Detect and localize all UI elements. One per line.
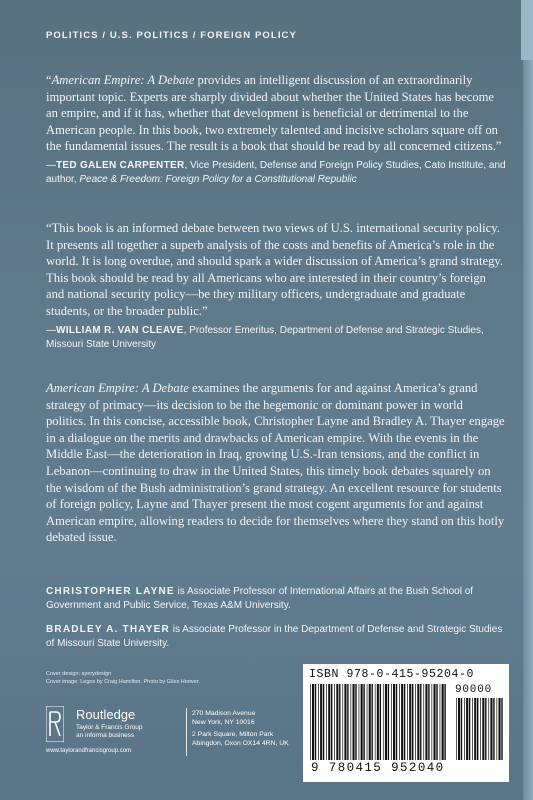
cover-design-credit: Cover design: ayerydesign	[46, 671, 112, 677]
isbn-barcode	[303, 664, 509, 782]
barcode-bar	[334, 684, 335, 760]
barcode-bar	[442, 684, 444, 760]
barcode-bar	[436, 684, 437, 760]
barcode-bar	[359, 684, 360, 760]
barcode-bar	[423, 684, 424, 760]
barcode-bar	[391, 684, 392, 760]
barcode-bar	[315, 684, 316, 760]
barcode-bar	[310, 684, 311, 760]
barcode-bar	[464, 698, 465, 760]
barcode-bar	[456, 698, 457, 760]
barcode-bar	[372, 684, 373, 760]
barcode-bar	[331, 684, 332, 760]
barcode-bar	[388, 684, 389, 760]
barcode-bar	[342, 684, 343, 760]
barcode-bar	[497, 698, 498, 760]
barcode-bar	[355, 684, 356, 760]
barcode-bar	[323, 684, 324, 760]
endorsement-2-author: WILLIAM R. VAN CLEAVE	[56, 324, 184, 336]
endorsement-1-quote: “American Empire: A Debate provides an intelligent discussion of an extraordinarily important topic. Experts are sharply divided about whether the United States has become an empire, and if it has, whether that development is beneficial or detrimental to the American people. In this book, two extremely talented and incisive scholars square off on the fundamental issues. The result is a book that should be read by all concerned citizens.”	[46, 73, 502, 154]
author-1-name: CHRISTOPHER LAYNE	[46, 586, 175, 597]
barcode-bar	[328, 684, 330, 760]
author-1-bio: is Associate Professor of International Affairs at the Bush School of Government and Public Service, Texas A&M University.	[46, 586, 474, 611]
barcode-bar	[493, 698, 494, 760]
barcode-bar	[480, 698, 481, 760]
publisher-block	[46, 700, 296, 760]
description-paragraph	[46, 380, 506, 546]
barcode-bar	[420, 684, 421, 760]
barcode-bar	[404, 684, 405, 760]
author-bio-2	[46, 623, 506, 651]
barcode-bar	[396, 684, 397, 760]
endorsement-2	[46, 220, 506, 352]
endorsement-1	[46, 72, 506, 187]
barcode-bar	[415, 684, 416, 760]
barcode-bar	[458, 698, 460, 760]
barcode-bar	[385, 684, 387, 760]
barcode-bar	[469, 698, 470, 760]
publisher-parent: an informa business	[76, 732, 135, 739]
barcode-bar	[339, 684, 340, 760]
cover-credits	[46, 670, 200, 686]
barcode-bar	[428, 684, 429, 760]
author-2-name: BRADLEY A. THAYER	[46, 624, 170, 635]
barcode-bar	[375, 684, 376, 760]
barcode-bar	[472, 698, 473, 760]
spine-edge	[523, 0, 533, 800]
barcode-bar	[432, 684, 433, 760]
barcode-bar	[490, 698, 492, 760]
endorsement-2-affiliation: , Professor Emeritus, Department of Defense and Strategic Studies, Missouri State University	[46, 324, 484, 350]
barcode-bar	[440, 684, 441, 760]
barcode-bar	[393, 684, 395, 760]
endorsement-1-author-book: Peace & Freedom: Foreign Policy for a Constitutional Republic	[79, 173, 357, 185]
barcode-bar	[461, 698, 462, 760]
barcode-bar	[499, 698, 501, 760]
barcode-bar	[488, 698, 489, 760]
barcode-bar	[312, 684, 314, 760]
book-description	[46, 380, 506, 546]
ean-digits: 9 780415 952040	[311, 761, 445, 775]
barcode-bar	[501, 698, 502, 760]
barcode-bar	[477, 698, 478, 760]
addon-barcode-bars	[455, 698, 505, 760]
barcode-bar	[407, 684, 408, 760]
publisher-website: www.taylorandfrancisgroup.com	[46, 748, 132, 754]
publisher-subtitle	[76, 724, 142, 740]
barcode-bar	[417, 684, 419, 760]
barcode-bar	[444, 684, 445, 760]
endorsement-1-book-title: American Empire: A Debate	[51, 73, 195, 87]
barcode-bar	[466, 698, 468, 760]
endorsement-1-author: TED GALEN CARPENTER	[56, 159, 185, 171]
barcode-bar	[326, 684, 327, 760]
publisher-divider	[186, 708, 187, 756]
barcode-bar	[336, 684, 338, 760]
barcode-bar	[344, 684, 346, 760]
endorsement-1-affiliation: , Vice President, Defense and Foreign Policy Studies, Cato Institute, and author,	[46, 159, 506, 185]
barcode-bar	[401, 684, 403, 760]
barcode-bar	[380, 684, 381, 760]
ean-barcode-bars	[309, 684, 449, 760]
barcode-bar	[482, 698, 484, 760]
address-uk-line-1: 2 Park Square, Milton Park	[192, 731, 274, 738]
cover-image-credit: Cover image: Legos by Craig Hamilton. Photo by Giles Hoover.	[46, 679, 200, 685]
barcode-bar	[363, 684, 364, 760]
price-addon-number: 90000	[455, 684, 493, 696]
address-us-line-2: New York, NY 10016	[192, 718, 255, 726]
address-uk-line-2: Abingdon, Oxon OX14 4RN, UK	[192, 739, 289, 747]
endorsement-2-attribution: —WILLIAM R. VAN CLEAVE, Professor Emeritus, Department of Defense and Strategic Studies, Missouri State University	[46, 324, 484, 350]
endorsement-1-attribution: —TED GALEN CARPENTER, Vice President, Defense and Foreign Policy Studies, Cato Institute, and author, Peace & Freedom: Foreign Policy for a Constitutional Republic	[46, 159, 506, 185]
barcode-bar	[367, 684, 368, 760]
corner-highlight	[521, 0, 533, 60]
barcode-bar	[351, 684, 352, 760]
publisher-name: Routledge	[76, 707, 136, 722]
barcode-bar	[318, 684, 319, 760]
barcode-bar	[320, 684, 322, 760]
endorsement-1-text: provides an intelligent discussion of an extraordinarily important topic. Experts are sharply divided about whether the United States has become an empire, and if it has, whether that development is beneficial or detrimental to the American people. In this book, two extremely talented and incisive scholars square off on the fundamental issues. The result is a book that should be read by all concerned citizens.”	[46, 73, 502, 154]
barcode-bar	[361, 684, 363, 760]
barcode-bar	[353, 684, 355, 760]
author-bio-1	[46, 585, 506, 613]
publisher-group: Taylor & Francis Group	[76, 724, 143, 731]
routledge-logo-icon	[46, 706, 64, 742]
barcode-bar	[474, 698, 476, 760]
barcode-bar	[369, 684, 371, 760]
barcode-bar	[412, 684, 413, 760]
address-us-line-1: 270 Madison Avenue	[192, 710, 256, 717]
barcode-bar	[409, 684, 411, 760]
publisher-address	[192, 710, 312, 748]
barcode-bar	[434, 684, 436, 760]
endorsement-2-quote: “This book is an informed debate between two views of U.S. international security policy. It presents all together a superb analysis of the costs and benefits of America’s role in the world. It is long overdue, and should spark a wider discussion of America’s grand strategy. This book should be read by all Americans who are interested in their country’s foreign and national security policy—be they military officers, undergraduate and graduate students, or the broader public.”	[46, 221, 504, 318]
barcode-bar	[347, 684, 348, 760]
barcode-bar	[485, 698, 486, 760]
isbn-number: ISBN 978-0-415-95204-0	[309, 668, 475, 681]
description-book-title: American Empire: A Debate	[46, 381, 189, 395]
category-label: POLITICS / U.S. POLITICS / FOREIGN POLICY	[46, 30, 297, 41]
barcode-bar	[377, 684, 379, 760]
author-2-bio: is Associate Professor in the Department of Defense and Strategic Studies of Missouri State University.	[46, 624, 503, 649]
description-text: examines the arguments for and against America’s grand strategy of primacy—its decision to be the hegemonic or dominant power in world politics. In this concise, accessible book, Christopher Layne and Bradley A. Thayer engage in a dialogue on the merits and drawbacks of American empire. With the events in the Middle East—the deterioration in Iraq, growing U.S.-Iran tensions, and the conflict in Lebanon—continuing to draw in the United States, this timely book debates squarely on the wisdom of the Bush administration’s grand strategy. An excellent resource for students of foreign policy, Layne and Thayer present the most cogent arguments for and against American empire, allowing readers to decide for themselves where they stand on this hotly debated issue.	[46, 381, 505, 545]
barcode-bar	[425, 684, 427, 760]
barcode-bar	[399, 684, 400, 760]
barcode-bar	[383, 684, 384, 760]
